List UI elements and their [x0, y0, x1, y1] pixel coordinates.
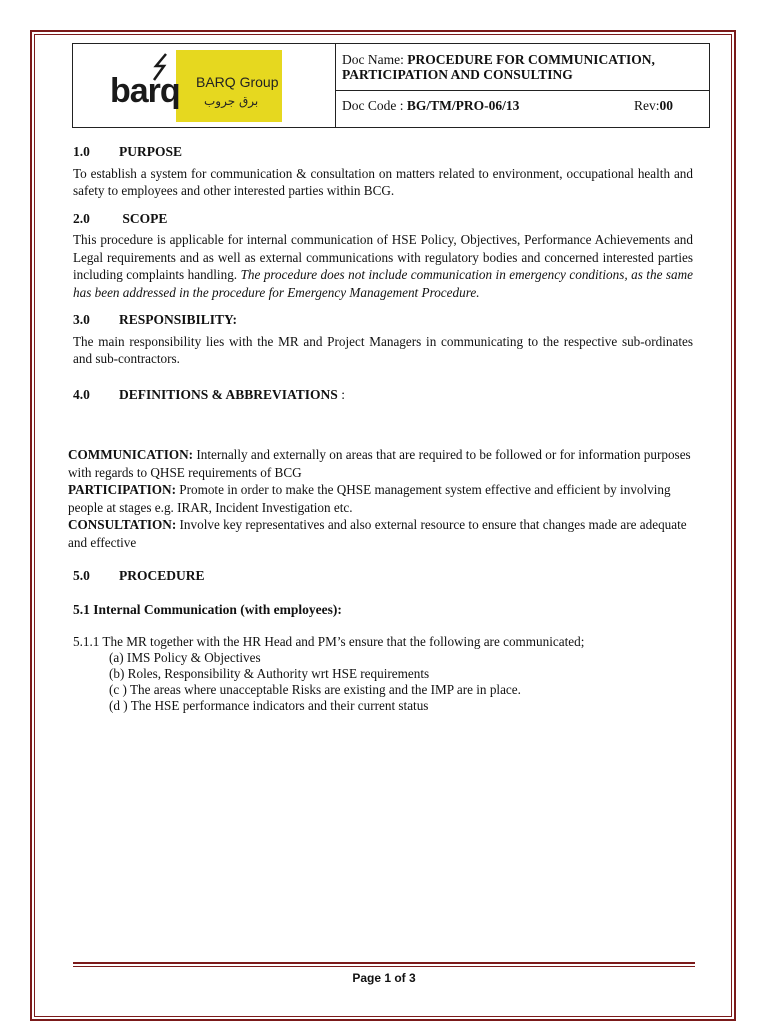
definition-text: Involve key representatives and also external resource to ensure that changes made are adequate and effective	[68, 517, 687, 550]
section-title: DEFINITIONS & ABBREVIATIONS	[119, 386, 338, 402]
main-content	[73, 143, 693, 413]
section-number: 2.0	[73, 210, 90, 226]
section-body: To establish a system for communication & consultation on matters related to environment, occupational health and safety to employees and other interested parties within BCG.	[73, 165, 693, 198]
section-number: 4.0	[73, 386, 90, 402]
list-item: (c ) The areas where unacceptable Risks are existing and the IMP are in place.	[109, 682, 521, 697]
section-scope	[73, 210, 693, 302]
section-title: PURPOSE	[119, 144, 183, 159]
section-title: RESPONSIBILITY:	[119, 312, 238, 327]
section-number: 1.0	[73, 144, 90, 159]
list-item: (d ) The HSE performance indicators and their current status	[109, 698, 429, 713]
list-item: (b) Roles, Responsibility & Authority wrt HSE requirements	[109, 666, 430, 681]
section-heading	[73, 210, 693, 228]
lightning-bolt-icon	[148, 52, 178, 82]
definition-term: PARTICIPATION:	[68, 482, 176, 497]
procedure-item-intro: 5.1.1 The MR together with the HR Head and PM’s ensure that the following are communicated;	[73, 634, 585, 649]
logo-arabic-name: برق جروب	[204, 94, 259, 108]
definition-text: Promote in order to make the QHSE management system effective and efficient by involving people at stages e.g. IRAR, Incident Investigation etc.	[68, 482, 671, 515]
section-heading	[73, 311, 693, 329]
definitions-list	[68, 446, 693, 551]
list-item: (a) IMS Policy & Objectives	[109, 650, 261, 665]
definition-text: Internally and externally on areas that are required to be followed or for information purposes with regards to QHSE requirements of BCG	[68, 447, 691, 480]
section-purpose	[73, 143, 693, 200]
document-header-table	[72, 43, 710, 128]
section-heading	[73, 143, 693, 161]
section-title: SCOPE	[122, 210, 168, 226]
section-body: The main responsibility lies with the MR and Project Managers in communicating to the respective sub-ordinates and sub-contractors.	[73, 333, 693, 366]
footer-rule-thick	[73, 962, 695, 964]
scope-text: This procedure is applicable for internal communication of HSE Policy, Objectives, Performance Achievements and Legal requirements and as well as external communications with regulatory bodies and concerned interested parties including complaints handling.	[73, 232, 693, 282]
doc-code-cell	[336, 91, 709, 127]
doc-code-value: BG/TM/PRO-06/13	[406, 98, 520, 113]
section-body	[73, 231, 693, 301]
page-number: Page 1 of 3	[352, 971, 416, 985]
definition-communication	[68, 446, 693, 481]
doc-name-value-line1: PROCEDURE FOR COMMUNICATION,	[407, 52, 655, 67]
procedure-list	[109, 650, 693, 714]
section-number: 5.0	[73, 568, 90, 583]
section-heading	[73, 386, 693, 404]
section-colon: :	[337, 386, 345, 402]
scope-italic-note: The procedure does not include communication in emergency conditions, as the same has been addressed in the procedure for Emergency Management Procedure.	[73, 267, 693, 300]
section-responsibility	[73, 311, 693, 368]
rev-label: Rev:	[634, 98, 660, 113]
revision	[634, 98, 673, 114]
definition-term: COMMUNICATION:	[68, 447, 194, 462]
barq-group-logo	[108, 50, 282, 122]
subsection-title: 5.1 Internal Communication (with employees):	[73, 602, 342, 617]
logo-brand-word: barq	[110, 72, 180, 110]
doc-name-cell	[336, 44, 709, 91]
doc-name-label: Doc Name:	[342, 52, 408, 67]
doc-code-label: Doc Code :	[342, 98, 407, 113]
section-title: PROCEDURE	[119, 568, 205, 583]
section-heading	[73, 568, 693, 584]
definition-consultation	[68, 516, 693, 551]
doc-name-value-line2: PARTICIPATION AND CONSULTING	[342, 67, 573, 82]
section-procedure	[73, 568, 693, 714]
section-definitions	[73, 386, 693, 404]
rev-value: 00	[659, 98, 673, 113]
logo-group-name: BARQ Group	[196, 74, 279, 90]
logo-cell	[73, 44, 336, 127]
definition-participation	[68, 481, 693, 516]
footer-rule-thin	[73, 966, 695, 967]
section-number: 3.0	[73, 312, 90, 327]
definition-term: CONSULTATION:	[68, 517, 177, 532]
